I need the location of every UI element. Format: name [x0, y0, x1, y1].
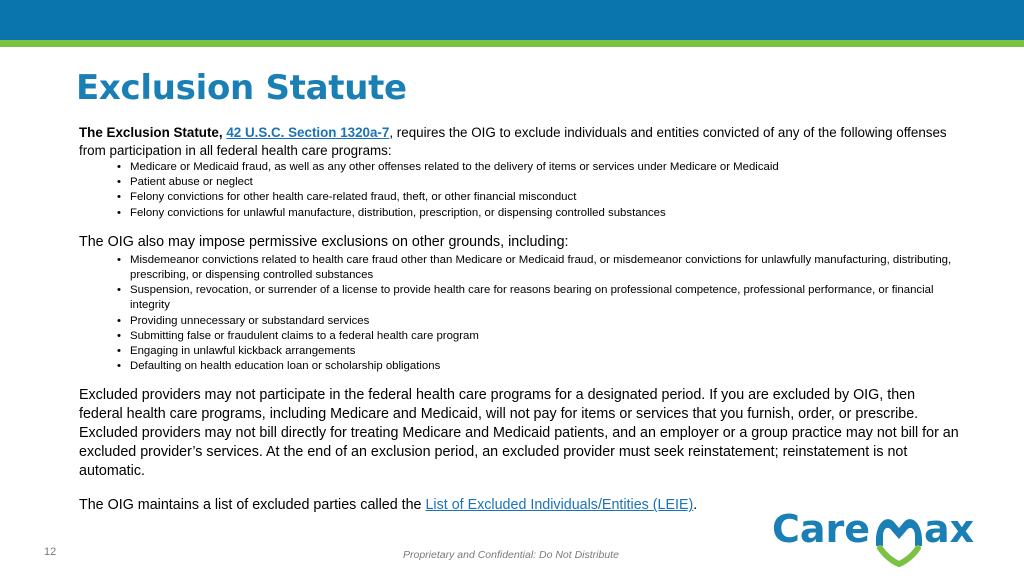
header-accent-stripe	[0, 40, 1024, 47]
statute-link[interactable]: 42 U.S.C. Section 1320a-7	[226, 125, 390, 140]
confidential-footer: Proprietary and Confidential: Do Not Distribute	[403, 549, 619, 561]
logo-text-ax: ax	[924, 507, 975, 551]
intro-bold-label: The Exclusion Statute,	[79, 125, 223, 140]
list-item: • Engaging in unlawful kickback arrangements	[117, 344, 959, 359]
list-item: • Medicare or Medicaid fraud, as well as any other offenses related to the delivery of items or services under Medicare or Medicaid	[117, 160, 959, 175]
leie-prefix: The OIG maintains a list of excluded parties called the	[79, 497, 426, 514]
list-item: • Defaulting on health education loan or scholarship obligations	[117, 359, 959, 374]
header-bar	[0, 0, 1024, 40]
intro-paragraph	[79, 124, 959, 160]
list-item: • Felony convictions for unlawful manufacture, distribution, prescription, or dispensing controlled substances	[117, 206, 959, 221]
permissive-intro: The OIG also may impose permissive exclusions on other grounds, including:	[79, 233, 569, 250]
intro-text: , requires the OIG to exclude individuals and entities convicted of any of the following offenses from participation in all federal health care programs:	[79, 125, 947, 158]
list-item: • Submitting false or fraudulent claims to a federal health care program	[117, 329, 959, 344]
list-item: • Patient abuse or neglect	[117, 175, 959, 190]
excluded-providers-paragraph: Excluded providers may not participate in the federal health care programs for a designated period. If you are excluded by OIG, then federal health care programs, including Medicare and Medicaid, will not pay for items or services that you furnish, order, or prescribe. Excluded providers may not bill directly for treating Medicare and Medicaid patients, and an employer or a group practice may not bill for an excluded provider’s services. At the end of an exclusion period, an excluded provider must seek reinstatement; reinstatement is not automatic.	[79, 387, 959, 479]
leie-suffix: .	[693, 497, 698, 514]
caremax-logo	[772, 507, 975, 564]
leie-link[interactable]: List of Excluded Individuals/Entities (LEIE)	[425, 497, 694, 514]
page-title: Exclusion Statute	[76, 68, 407, 108]
heart-m-icon	[876, 519, 922, 564]
permissive-grounds-list	[79, 253, 959, 375]
list-item: • Providing unnecessary or substandard services	[117, 314, 959, 329]
slide-number: 12	[44, 546, 57, 558]
list-item: • Suspension, revocation, or surrender of a license to provide health care for reasons bearing on professional competence, professional performance, or financial integrity	[117, 283, 959, 313]
list-item: • Felony convictions for other health care-related fraud, theft, or other financial misconduct	[117, 190, 959, 205]
mandatory-offenses-list	[79, 160, 959, 221]
logo-text-care: Care	[772, 507, 871, 551]
list-item: • Misdemeanor convictions related to health care fraud other than Medicare or Medicaid fraud, or misdemeanor convictions for unlawfully manufacturing, distributing, prescribing, or dispensing controlled substances	[117, 253, 959, 283]
slide-body	[79, 124, 959, 514]
